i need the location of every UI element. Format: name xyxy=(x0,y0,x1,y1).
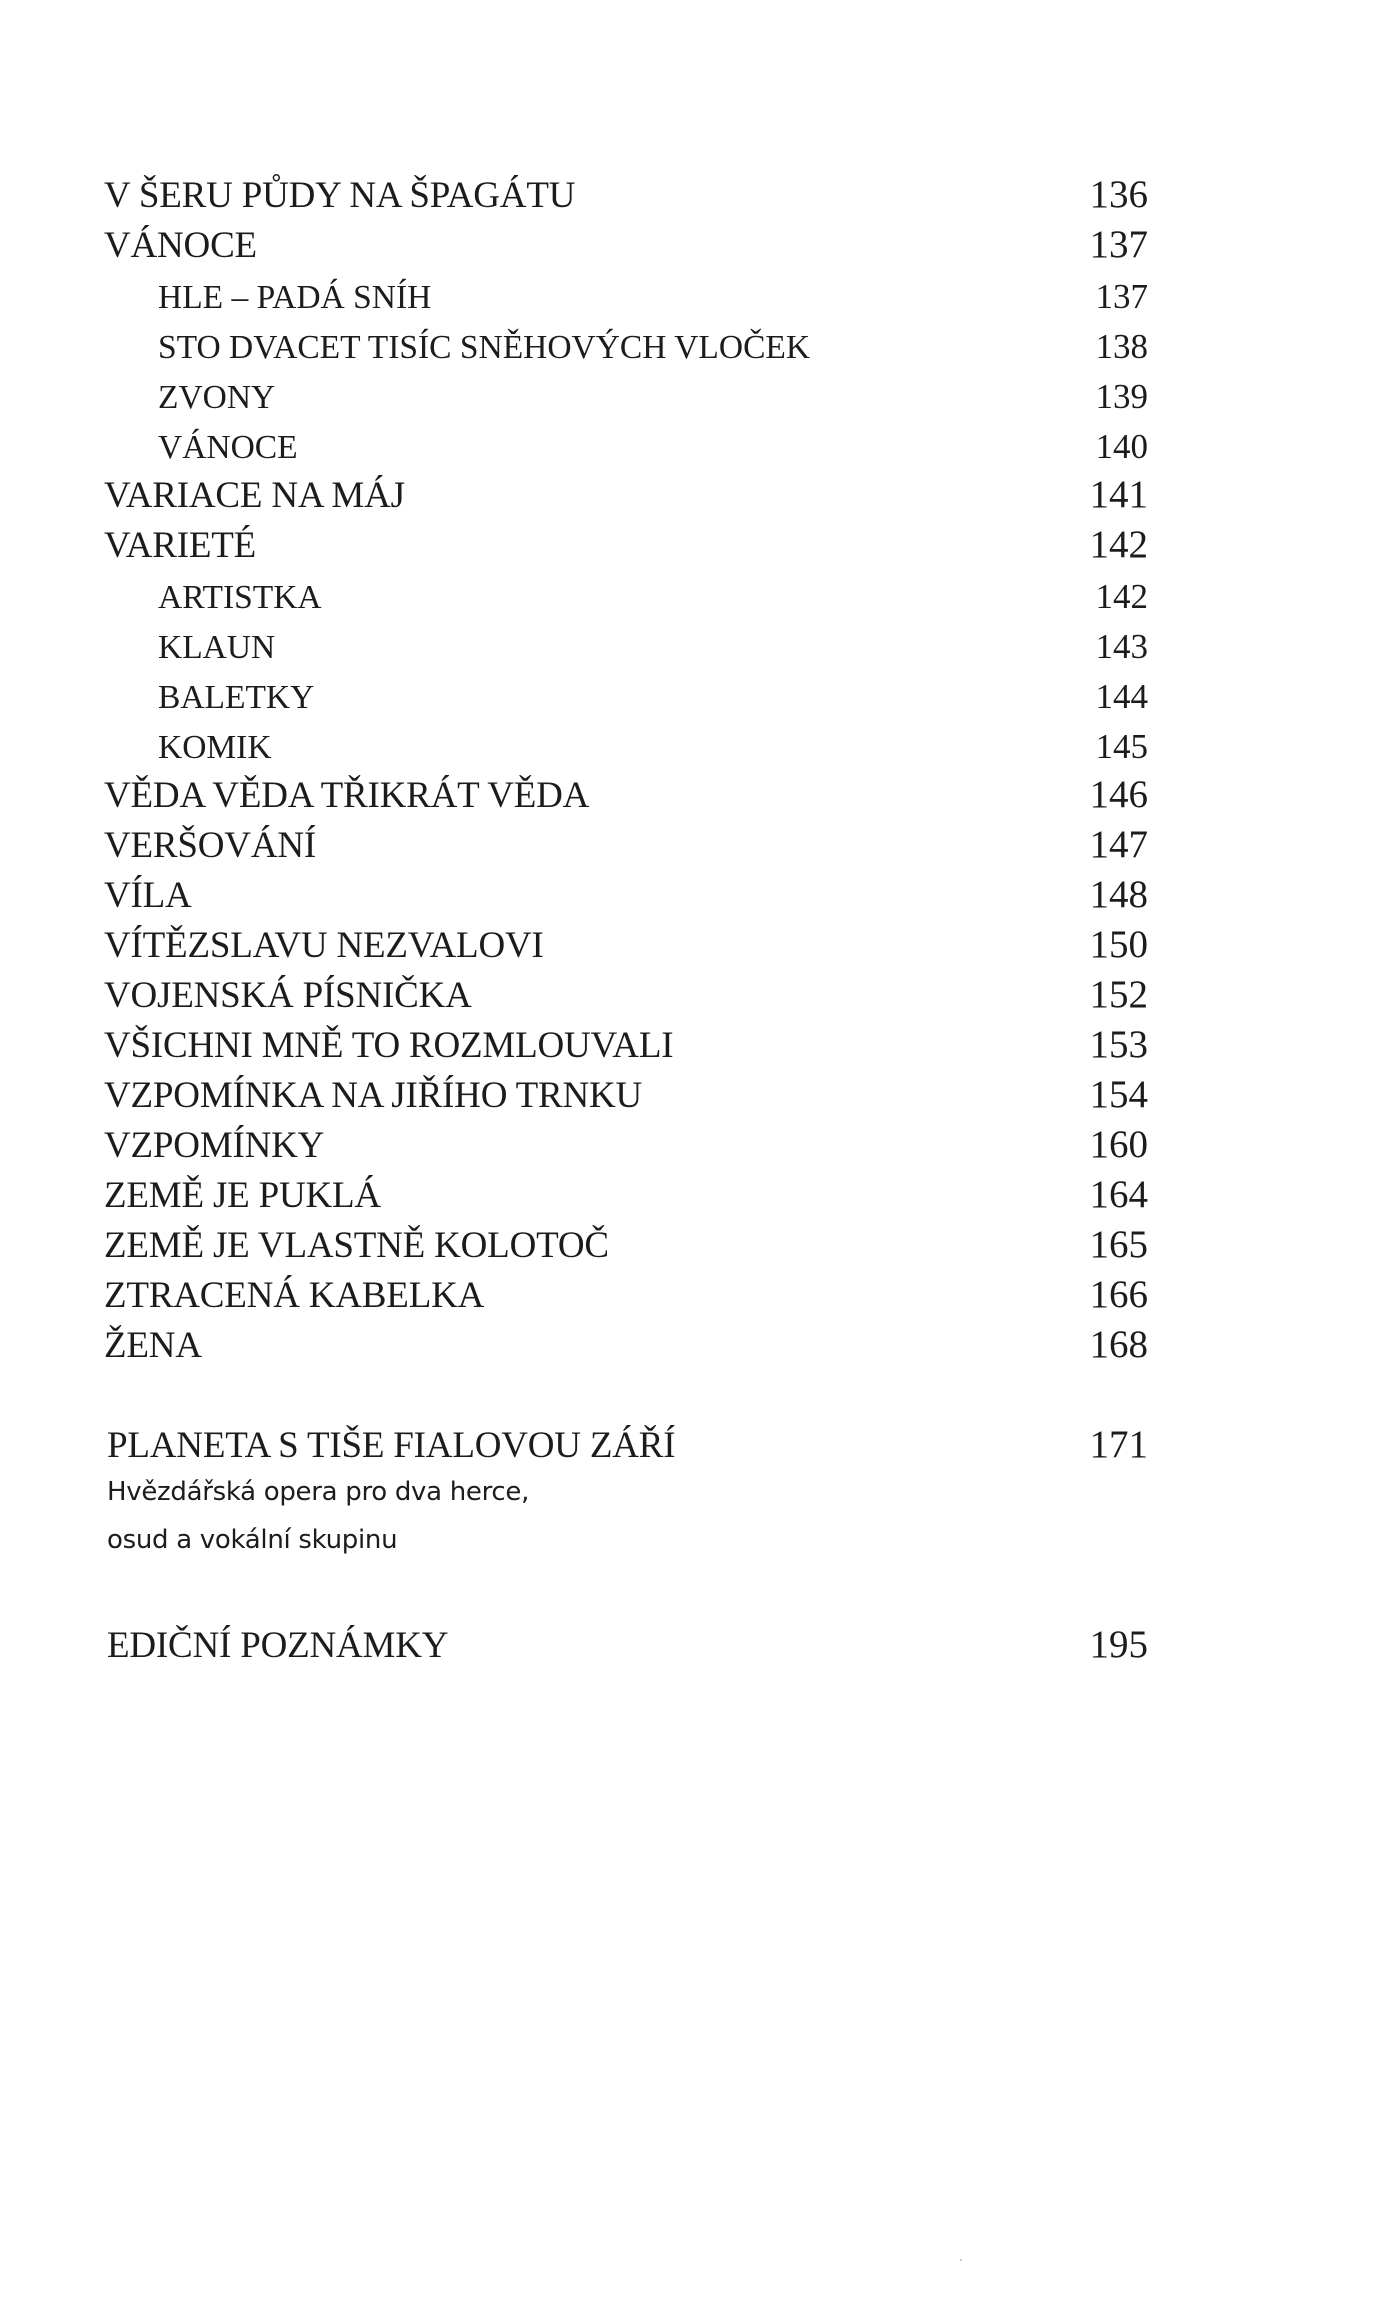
toc-subentry-page: 140 xyxy=(1095,427,1148,466)
toc-subentry-page: 144 xyxy=(1095,677,1148,716)
toc-entry-page: 164 xyxy=(1089,1173,1148,1216)
toc-entry-page: 147 xyxy=(1089,823,1148,866)
toc-entry[interactable] xyxy=(0,514,1386,564)
toc-subentry-page: 143 xyxy=(1095,627,1148,666)
toc-entry[interactable] xyxy=(0,1264,1386,1314)
toc-subentry-title: KOMIK xyxy=(158,728,272,766)
toc-subentry-page: 142 xyxy=(1095,577,1148,616)
toc-entry-title: ZEMĚ JE PUKLÁ xyxy=(104,1175,381,1216)
toc-subentry[interactable] xyxy=(0,664,1386,714)
toc-entry-title: VOJENSKÁ PÍSNIČKA xyxy=(104,975,472,1016)
toc-entry[interactable] xyxy=(0,214,1386,264)
toc-subentry[interactable] xyxy=(0,564,1386,614)
toc-entry-title: VARIACE NA MÁJ xyxy=(104,475,405,516)
toc-entry-title: VERŠOVÁNÍ xyxy=(104,825,316,866)
toc-entry-title: VÁNOCE xyxy=(104,225,257,266)
toc-entry-page: 165 xyxy=(1089,1223,1148,1266)
toc-entry-page: 166 xyxy=(1089,1273,1148,1316)
toc-entry-planeta[interactable] xyxy=(0,1414,1386,1464)
toc-entry-title: VÍTĚZSLAVU NEZVALOVI xyxy=(104,925,544,966)
toc-entry[interactable] xyxy=(0,814,1386,864)
planeta-page: 171 xyxy=(1089,1423,1148,1466)
toc-entry-page: 137 xyxy=(1089,223,1148,266)
toc-entry[interactable] xyxy=(0,1114,1386,1164)
toc-entry-page: 160 xyxy=(1089,1123,1148,1166)
toc-entry[interactable] xyxy=(0,914,1386,964)
toc-subentry[interactable] xyxy=(0,614,1386,664)
toc-subentry-title: VÁNOCE xyxy=(158,428,298,466)
toc-entry[interactable] xyxy=(0,764,1386,814)
edicni-poznamky-page: 195 xyxy=(1089,1623,1148,1666)
toc-subentry-title: ZVONY xyxy=(158,378,276,416)
toc-entry[interactable] xyxy=(0,464,1386,514)
toc-entry-edicni-poznamky[interactable] xyxy=(0,1614,1386,1664)
toc-entry-title: ZTRACENÁ KABELKA xyxy=(104,1275,485,1316)
toc-entry-page: 146 xyxy=(1089,773,1148,816)
planeta-subtitle-line1: Hvězdářská opera pro dva herce, xyxy=(107,1477,530,1507)
toc-entry-title: ZEMĚ JE VLASTNĚ KOLOTOČ xyxy=(104,1225,609,1266)
toc-subentry-page: 137 xyxy=(1095,277,1148,316)
toc-entry-page: 141 xyxy=(1089,473,1148,516)
toc-entry[interactable] xyxy=(0,1164,1386,1214)
toc-entry-title: VĚDA VĚDA TŘIKRÁT VĚDA xyxy=(104,775,590,816)
toc-entry-page: 150 xyxy=(1089,923,1148,966)
toc-entry-title: VZPOMÍNKA NA JIŘÍHO TRNKU xyxy=(104,1075,643,1116)
toc-subentry-page: 138 xyxy=(1095,327,1148,366)
toc-entry-title: V ŠERU PŮDY NA ŠPAGÁTU xyxy=(104,175,576,216)
planeta-subtitle-line2: osud a vokální skupinu xyxy=(107,1525,398,1555)
toc-subentry[interactable] xyxy=(0,314,1386,364)
toc-subentry[interactable] xyxy=(0,714,1386,764)
toc-subentry-title: BALETKY xyxy=(158,678,315,716)
toc-subentry[interactable] xyxy=(0,364,1386,414)
toc-entry[interactable] xyxy=(0,1214,1386,1264)
toc-entry-page: 153 xyxy=(1089,1023,1148,1066)
toc-entry-page: 142 xyxy=(1089,523,1148,566)
toc-entry-title: VARIETÉ xyxy=(104,525,257,566)
toc-entry-page: 154 xyxy=(1089,1073,1148,1116)
toc-entry[interactable] xyxy=(0,1314,1386,1364)
toc-entry-title: VZPOMÍNKY xyxy=(104,1125,325,1166)
toc-entry-page: 136 xyxy=(1089,173,1148,216)
toc-subentry-title: HLE – PADÁ SNÍH xyxy=(158,278,432,316)
toc-entry-title: VÍLA xyxy=(104,875,192,916)
paper-speck xyxy=(960,2259,962,2261)
toc-entry[interactable] xyxy=(0,864,1386,914)
toc-subentry[interactable] xyxy=(0,414,1386,464)
toc-entry[interactable] xyxy=(0,1014,1386,1064)
toc-entry-page: 148 xyxy=(1089,873,1148,916)
toc-subentry[interactable] xyxy=(0,264,1386,314)
toc-entry-title: ŽENA xyxy=(104,1325,202,1366)
toc-subentry-title: ARTISTKA xyxy=(158,578,322,616)
toc-subentry-title: KLAUN xyxy=(158,628,276,666)
toc-subentry-page: 145 xyxy=(1095,727,1148,766)
edicni-poznamky-title: EDIČNÍ POZNÁMKY xyxy=(107,1625,449,1666)
toc-subentry-page: 139 xyxy=(1095,377,1148,416)
planeta-title: PLANETA S TIŠE FIALOVOU ZÁŘÍ xyxy=(107,1425,676,1466)
toc-entry[interactable] xyxy=(0,964,1386,1014)
toc-entry[interactable] xyxy=(0,164,1386,214)
toc-entry-page: 168 xyxy=(1089,1323,1148,1366)
toc-subentry-title: STO DVACET TISÍC SNĚHOVÝCH VLOČEK xyxy=(158,328,811,366)
toc-entry-page: 152 xyxy=(1089,973,1148,1016)
toc-entry-title: VŠICHNI MNĚ TO ROZMLOUVALI xyxy=(104,1025,674,1066)
toc-entry[interactable] xyxy=(0,1064,1386,1114)
